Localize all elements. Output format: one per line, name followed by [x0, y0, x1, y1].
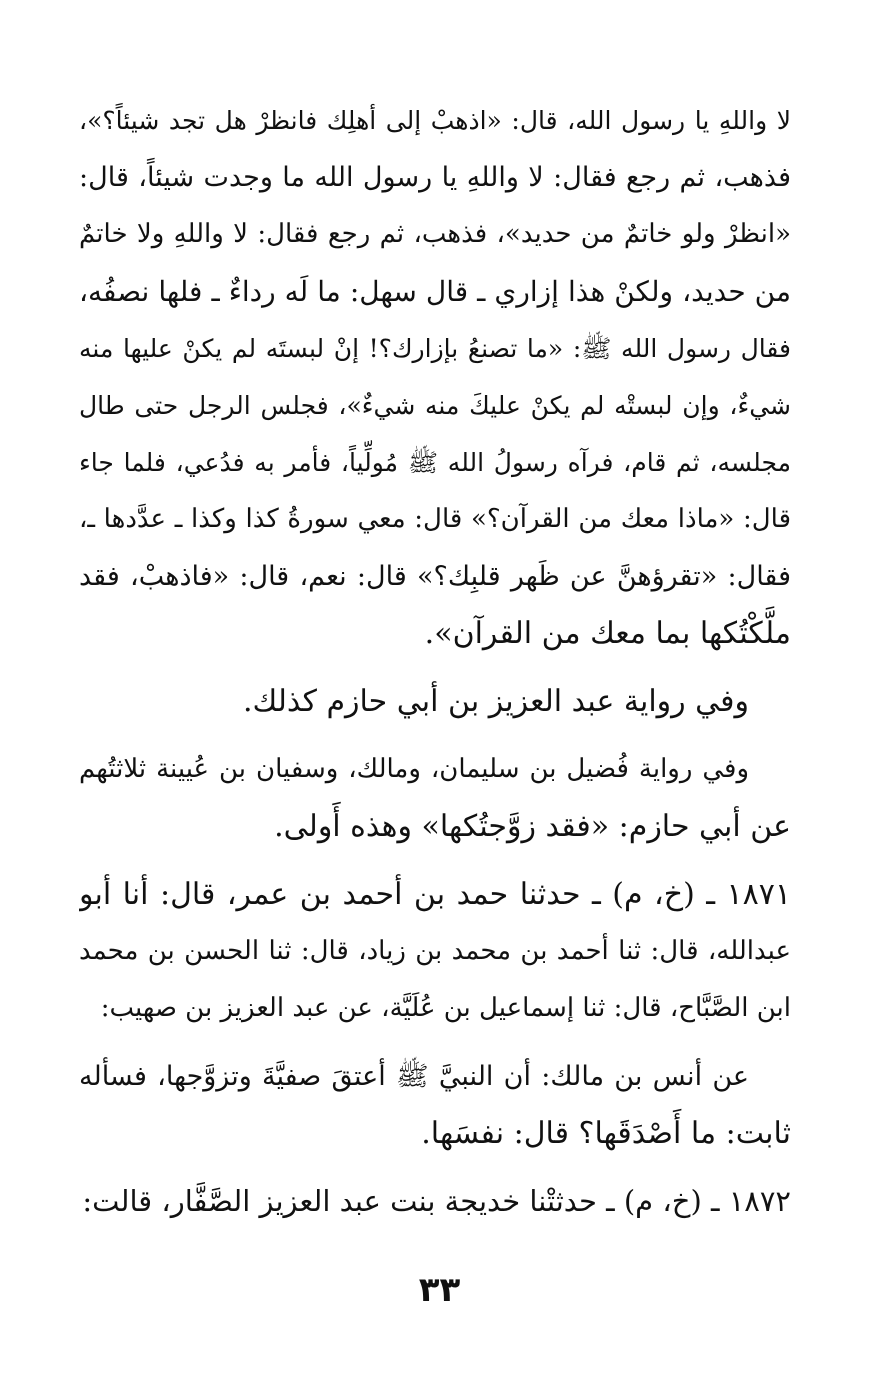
text-line: فقال: «تقرؤهنَّ عن ظَهر قلبِك؟» قال: نعم، قال: «فاذهبْ، فقد — [79, 561, 791, 592]
text-line: وفي رواية عبد العزيز بن أبي حازم كذلك. — [242, 684, 749, 719]
text-line: عبدالله، قال: ثنا أحمد بن محمد بن زياد، قال: ثنا الحسن بن محمد — [79, 936, 791, 966]
paragraph-hadith-1871-isnad — [79, 866, 791, 1037]
text-line: «انظرْ ولو خاتمٌ من حديد»، فذهب، ثم رجع فقال: لا واللهِ ولا خاتمٌ — [79, 219, 791, 249]
page-body — [79, 92, 791, 1230]
page-number: ٣٣ — [418, 1270, 461, 1310]
paragraph-hadith-1872-isnad — [79, 1173, 791, 1230]
text-line: عن أنس بن مالك: أن النبيَّ ﷺ أعتقَ صفيَّةَ وتزوَّجها، فسأله — [79, 1061, 749, 1092]
text-line: من حديد، ولكنْ هذا إزاري ـ قال سهل: ما لَه رداءٌ ـ فلها نصفُه، — [79, 275, 791, 308]
text-line: قال: «ماذا معك من القرآن؟» قال: معي سورةُ كذا وكذا ـ عدَّدها ـ، — [79, 504, 791, 534]
text-line: مجلسه، ثم قام، فرآه رسولُ الله ﷺ مُولِّياً، فأمر به فدُعي، فلما جاء — [79, 448, 791, 477]
text-line: وفي رواية فُضيل بن سليمان، ومالك، وسفيان بن عُيينة ثلاثتُهم — [79, 754, 749, 784]
text-line: ١٨٧١ ـ (خ، م) ـ حدثنا حمد بن أحمد بن عمر، قال: أنا أبو — [79, 877, 791, 912]
paragraph-hadith-continuation — [79, 92, 791, 662]
paragraph-narration-note — [79, 673, 791, 730]
text-line: فذهب، ثم رجع فقال: لا واللهِ يا رسول الله ما وجدت شيئاً، قال: — [79, 162, 791, 193]
text-line: شيءٌ، وإن لبستْه لم يكنْ عليكَ منه شيءٌ»، فجلس الرجل حتى طال — [79, 391, 791, 420]
text-line: ثابت: ما أَصْدَقَها؟ قال: نفسَها. — [421, 1116, 791, 1151]
text-line: عن أبي حازم: «فقد زوَّجتُكها» وهذه أَولى. — [274, 809, 791, 844]
paragraph-narration-variant — [79, 741, 791, 855]
text-line: ابن الصَّبَّاح، قال: ثنا إسماعيل بن عُلَيَّة، عن عبد العزيز بن صهيب: — [100, 993, 791, 1023]
text-line: فقال رسول الله ﷺ: «ما تصنعُ بإزارك؟! إنْ لبستَه لم يكنْ عليها منه — [79, 334, 791, 363]
text-line: لا واللهِ يا رسول الله، قال: «اذهبْ إلى أهلِك فانظرْ هل تجد شيئاً؟»، — [79, 106, 791, 135]
text-line: ١٨٧٢ ـ (خ، م) ـ حدثتْنا خديجة بنت عبد العزيز الصَّفَّار، قالت: — [82, 1184, 791, 1218]
text-line: ملَّكْتُكها بما معك من القرآن». — [424, 616, 791, 651]
paragraph-hadith-1871-matn — [79, 1048, 791, 1162]
